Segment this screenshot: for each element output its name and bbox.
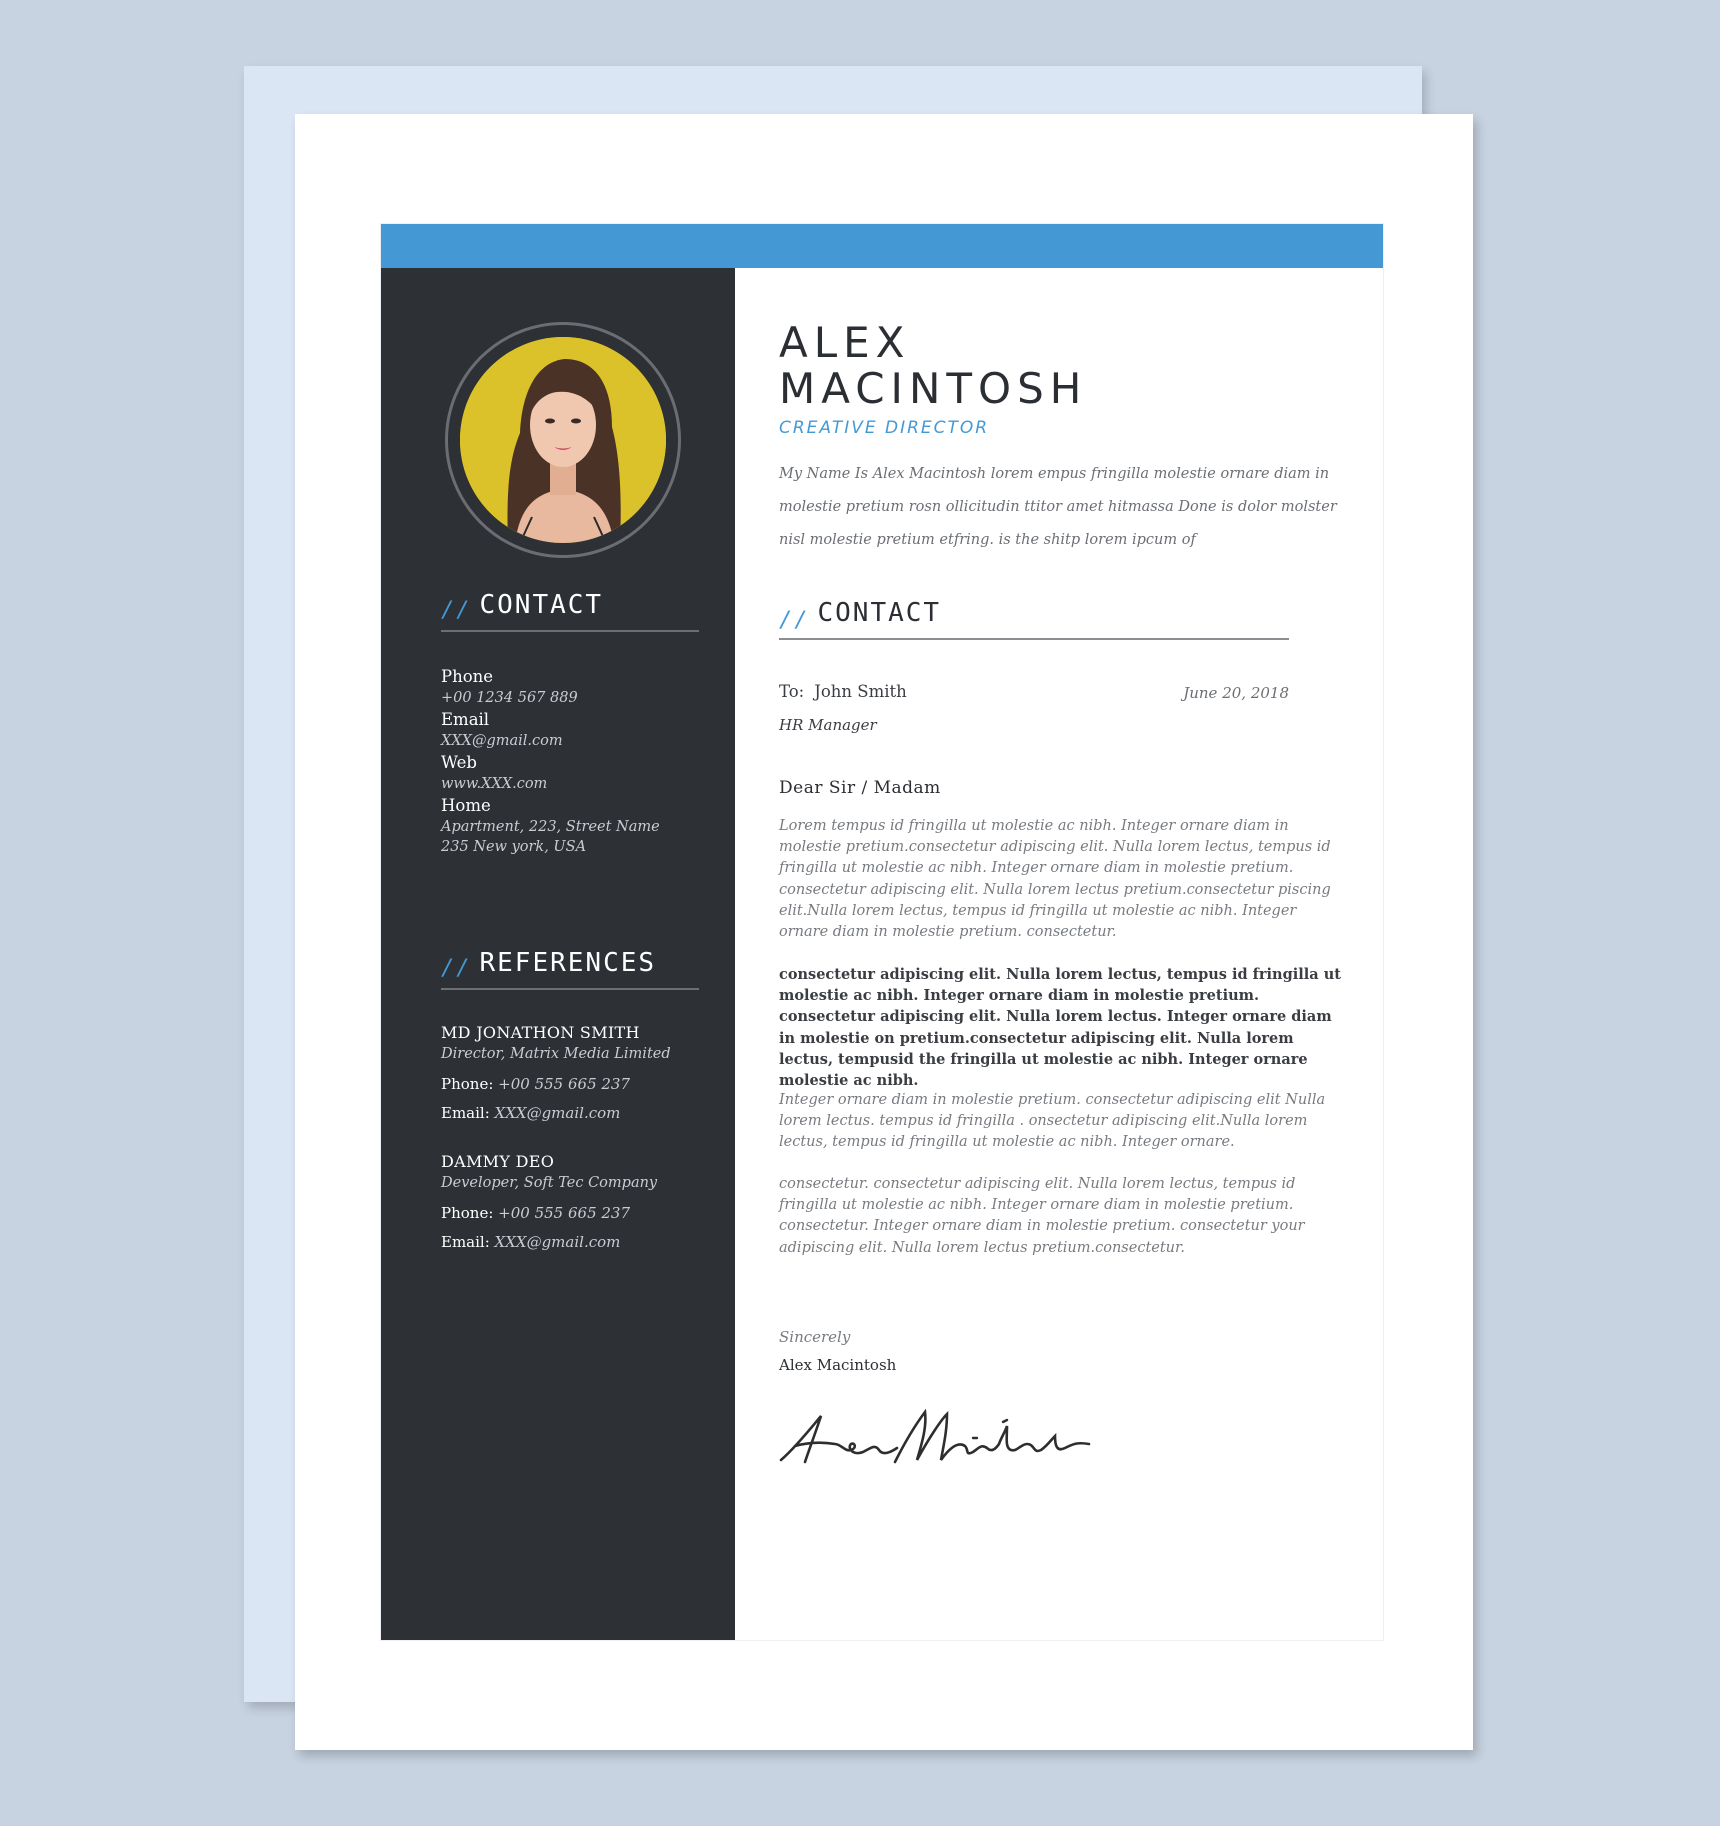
first-name: ALEX [779, 318, 911, 367]
sidebar-references-heading [441, 948, 699, 990]
home-address-line2: 235 New york, USA [441, 839, 587, 855]
web-value: www.XXX.com [441, 776, 548, 792]
reference-phone [441, 1070, 711, 1099]
email-label: Email [441, 710, 490, 729]
letter-contact-heading [779, 598, 1289, 640]
job-title: CREATIVE DIRECTOR [779, 418, 990, 438]
reference-name: MD JONATHON SMITH [441, 1023, 640, 1042]
recipient-name: John Smith [814, 682, 907, 701]
person-name [779, 320, 1379, 412]
heading-slashes: // [441, 956, 472, 981]
resume-page [381, 224, 1383, 1640]
reference-1 [441, 1022, 711, 1128]
recipient-role: HR Manager [779, 716, 877, 734]
reference-role: Director, Matrix Media Limited [441, 1046, 671, 1062]
profile-photo-frame [445, 322, 681, 558]
letter-paragraph-4: consectetur. consectetur adipiscing elit. Nulla lorem lectus, tempus id fringilla ut molestie ac nibh. Integer ornare diam in molestie pretium. consectetur. Integer ornare diam in molestie pretium. consectetur your adipiscing elit. Nulla lorem lectus pretium.consectetur. [779, 1176, 1305, 1256]
sidebar [381, 268, 735, 1640]
closing: Sincerely [779, 1328, 851, 1346]
letter-paragraph-2: consectetur adipiscing elit. Nulla lorem lectus, tempus id fringilla ut molestie ac nibh. Integer ornare diam in molestie pretium. consectetur adipiscing elit. Nulla lorem lectus. Integer ornare diam in molestie on pretium.consectetur adipiscing elit. Nulla lorem lectus, tempusid the fringilla ut molestie ac nibh. Integer ornare molestie ac nibh. [779, 966, 1341, 1090]
signer-name: Alex Macintosh [779, 1356, 897, 1374]
to-label: To: [779, 682, 805, 701]
home-address-line1: Apartment, 223, Street Name [441, 819, 660, 835]
reference-phone-value: +00 555 665 237 [498, 1204, 631, 1222]
home-label: Home [441, 796, 491, 815]
heading-slashes: // [779, 608, 810, 633]
heading-text: REFERENCES [479, 948, 657, 978]
reference-email-value: XXX@gmail.com [494, 1104, 621, 1122]
greeting: Dear Sir / Madam [779, 778, 941, 798]
reference-email [441, 1228, 711, 1257]
portrait-illustration [460, 337, 666, 543]
reference-phone [441, 1199, 711, 1228]
phone-value: +00 1234 567 889 [441, 690, 578, 706]
sidebar-contact-heading [441, 590, 699, 632]
letter-date: June 20, 2018 [1183, 684, 1289, 702]
reference-phone-label: Phone: [441, 1204, 494, 1222]
last-name: MACINTOSH [779, 364, 1088, 413]
phone-label: Phone [441, 667, 494, 686]
reference-email-label: Email: [441, 1233, 490, 1251]
letter-paragraph-3: Integer ornare diam in molestie pretium. consectetur adipiscing elit Nulla lorem lectus. tempus id fringilla . onsectetur adipiscing elit.Nulla lorem lectus, tempus id fringilla ut molestie ac nibh. Integer ornare. [779, 1092, 1326, 1151]
reference-email [441, 1099, 711, 1128]
letter-main [735, 268, 1383, 1640]
recipient-line [779, 682, 907, 701]
letter-paragraph-1: Lorem tempus id fringilla ut molestie ac nibh. Integer ornare diam in molestie pretium.consectetur adipiscing elit. Nulla lorem lectus, tempus id fringilla ut molestie ac nibh. Integer ornare diam in molestie pretium. consectetur adipiscing elit. Nulla lorem lectus pretium.consectetur piscing elit.Nulla lorem lectus, tempus id fringilla ut molestie ac nibh. Integer ornare diam in molestie pretium. consectetur. [779, 818, 1331, 941]
reference-2 [441, 1151, 711, 1257]
heading-text: CONTACT [817, 598, 942, 628]
web-label: Web [441, 753, 477, 772]
reference-phone-value: +00 555 665 237 [498, 1075, 631, 1093]
accent-top-bar [381, 224, 1383, 268]
profile-photo [460, 337, 666, 543]
reference-email-label: Email: [441, 1104, 490, 1122]
reference-email-value: XXX@gmail.com [494, 1233, 621, 1251]
heading-slashes: // [441, 598, 472, 623]
reference-name: DAMMY DEO [441, 1152, 555, 1171]
reference-phone-label: Phone: [441, 1075, 494, 1093]
email-value: XXX@gmail.com [441, 733, 563, 749]
intro-text: My Name Is Alex Macintosh lorem empus fringilla molestie ornare diam in molestie pretium rosn ollicitudin ttitor amet hitmassa Done is dolor molster nisl molestie pretium etfring. is the shitp lorem ipcum of [779, 466, 1337, 548]
handwritten-signature [775, 1398, 1095, 1478]
reference-role: Developer, Soft Tec Company [441, 1175, 658, 1191]
heading-text: CONTACT [479, 590, 604, 620]
contact-details [441, 666, 711, 858]
